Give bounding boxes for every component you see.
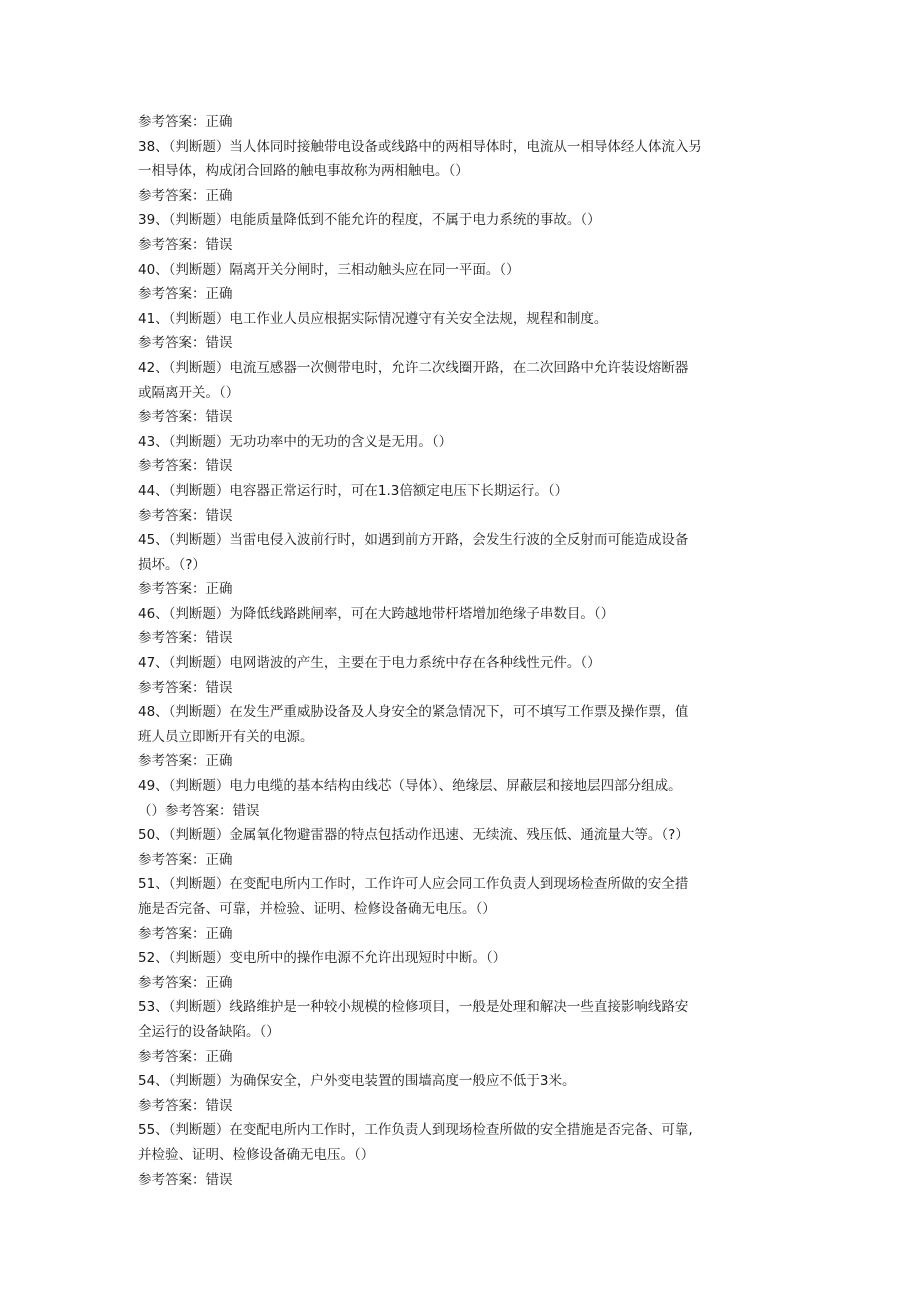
question-line: 50、（判断题）金属氧化物避雷器的特点包括动作迅速、无续流、残压低、通流量大等。（?） [138,827,689,844]
question-line: 51、（判断题）在变配电所内工作时，工作许可人应会同工作负责人到现场检查所做的安全措 [138,876,689,893]
answer-line: 参考答案：错误 [138,1097,233,1114]
answer-line: 参考答案：正确 [138,187,233,204]
question-line: 施是否完备、可靠，并检验、证明、检修设备确无电压。（） [138,901,496,917]
answer-line: 参考答案：错误 [138,679,233,696]
answer-line: 参考答案：正确 [138,753,233,770]
answer-line: 参考答案：错误 [138,236,233,253]
question-line: 49、（判断题）电力电缆的基本结构由线芯（导体）、绝缘层、屏蔽层和接地层四部分组成。 [138,778,682,795]
answer-line: 参考答案：正确 [138,114,233,130]
question-line: （）参考答案：错误 [138,802,260,819]
answer-line: 参考答案：正确 [138,851,233,868]
question-line: 44、（判断题）电容器正常运行时，可在1.3倍额定电压下长期运行。（） [138,482,569,499]
answer-line: 参考答案：正确 [138,1048,233,1065]
question-line: 损坏。（?） [138,556,206,573]
question-line: 47、（判断题）电网谐波的产生，主要在于电力系统中存在各种线性元件。（） [138,655,601,672]
question-line: 45、（判断题）当雷电侵入波前行时，如遇到前方开路，会发生行波的全反射而可能造成设备 [138,532,689,549]
question-line: 40、（判断题）隔离开关分闸时，三相动触头应在同一平面。（） [138,261,520,278]
answer-line: 参考答案：错误 [138,409,233,426]
question-line: 48、（判断题）在发生严重威胁设备及人身安全的紧急情况下，可不填写工作票及操作票，值 [138,704,689,721]
question-line: 55、（判断题）在变配电所内工作时，工作负责人到现场检查所做的安全措施是否完备、可靠, [138,1122,693,1139]
question-line: 39、（判断题）电能质量降低到不能允许的程度，不属于电力系统的事故。（） [138,212,601,229]
answer-line: 参考答案：错误 [138,507,233,524]
question-line: 43、（判断题）无功功率中的无功的含义是无用。（） [138,433,453,450]
question-line: 52、（判断题）变电所中的操作电源不允许出现短时中断。（） [138,950,507,967]
question-line: 一相导体，构成闭合回路的触电事故称为两相触电。（） [138,163,469,180]
question-line: 班人员立即断开有关的电源。 [138,728,314,745]
question-line: 42、（判断题）电流互感器一次侧带电时，允许二次线圈开路，在二次回路中允许装设熔断器 [138,359,689,376]
document-page [138,110,788,1192]
question-line: 53、（判断题）线路维护是一种较小规模的检修项目，一般是处理和解决一些直接影响线路安 [138,999,689,1016]
question-line: 或隔离开关。（） [138,384,240,401]
answer-line: 参考答案：正确 [138,286,233,303]
question-line: 41、（判断题）电工作业人员应根据实际情况遵守有关安全法规，规程和制度。 [138,310,608,327]
answer-line: 参考答案：正确 [138,581,233,598]
question-line: 并检验、证明、检修设备确无电压。（） [138,1146,375,1163]
question-line: 全运行的设备缺陷。（） [138,1023,280,1040]
answer-line: 参考答案：错误 [138,1171,233,1188]
answer-line: 参考答案：错误 [138,335,233,352]
answer-line: 参考答案：正确 [138,925,233,942]
answer-line: 参考答案：正确 [138,974,233,991]
question-line: 54、（判断题）为确保安全，户外变电装置的围墙高度一般应不低于3米。 [138,1073,576,1090]
question-line: 46、（判断题）为降低线路跳闸率，可在大跨越地带杆塔增加绝缘子串数目。（） [138,605,615,622]
answer-line: 参考答案：错误 [138,630,233,647]
question-line: 38、（判断题）当人体同时接触带电设备或线路中的两相导体时，电流从一相导体经人体流入另 [138,138,702,155]
answer-line: 参考答案：错误 [138,458,233,475]
